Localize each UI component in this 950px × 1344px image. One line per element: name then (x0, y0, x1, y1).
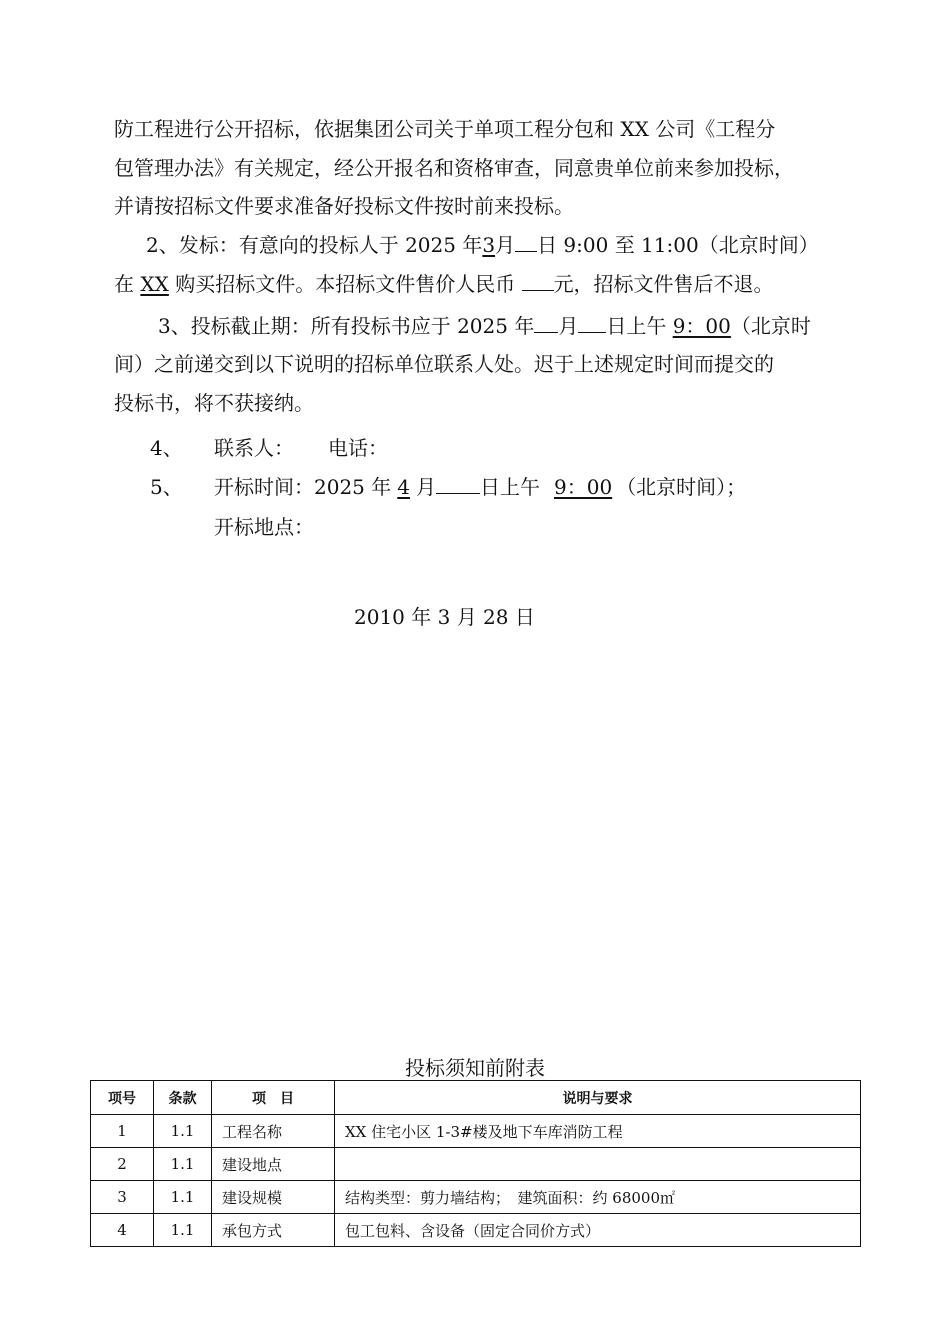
price-blank (522, 270, 554, 291)
paragraph-3-line-2: 间）之前递交到以下说明的招标单位联系人处。迟于上述规定时间而提交的 (114, 352, 774, 376)
cell-clause: 1.1 (154, 1148, 212, 1181)
deadline-morning: 日上午 (606, 314, 673, 338)
opening-month: 4 (397, 475, 410, 499)
table-title: 投标须知前附表 (405, 1056, 545, 1080)
document-date: 2010 年 3 月 28 日 (354, 605, 535, 629)
paragraph-3-line-3: 投标书，将不获接纳。 (114, 391, 314, 415)
deadline-tz: （北京时 (730, 314, 811, 338)
opening-time: 9：00 (554, 475, 613, 499)
table-header-row (91, 1081, 861, 1115)
cell-item: 承包方式 (212, 1214, 335, 1247)
purchase-text: 购买招标文件。本招标文件售价人民币 (168, 272, 522, 296)
item-4-number: 4、 (150, 436, 183, 460)
paragraph-1-line-1: 防工程进行公开招标，依据集团公司关于单项工程分包和 XX 公司《工程分 (114, 117, 776, 141)
bid-notice-table (90, 1080, 861, 1247)
cell-description: XX 住宅小区 1-3#楼及地下车库消防工程 (335, 1115, 861, 1148)
paragraph-2-line-2 (114, 270, 774, 298)
phone-label: 电话： (328, 436, 388, 460)
cell-clause: 1.1 (154, 1115, 212, 1148)
opening-month-unit: 月 (416, 475, 436, 499)
opening-tz: （北京时间）； (616, 475, 747, 499)
price-text: 元，招标文件售后不退。 (553, 272, 774, 296)
deadline-month-unit: 月 (558, 314, 579, 338)
paragraph-3-line-1 (158, 312, 811, 340)
opening-time-line (214, 473, 746, 501)
issue-month-unit: 月 (495, 233, 516, 257)
cell-item: 建设地点 (212, 1148, 335, 1181)
deadline-day-blank (578, 312, 606, 333)
purchase-prefix: 在 (114, 272, 141, 296)
table-row (91, 1148, 861, 1181)
cell-description: 包工包料、含设备（固定合同价方式） (335, 1214, 861, 1247)
header-clause: 条款 (154, 1081, 212, 1115)
opening-morning: 日上午 (480, 475, 540, 499)
paragraph-1-line-2: 包管理办法》有关规定，经公开报名和资格审查，同意贵单位前来参加投标， (114, 156, 794, 180)
table-row (91, 1214, 861, 1247)
cell-item-no: 3 (91, 1181, 154, 1214)
purchase-place: XX (140, 272, 169, 296)
cell-item-no: 2 (91, 1148, 154, 1181)
item-5-number: 5、 (150, 475, 183, 499)
deadline-text: 3、投标截止期：所有投标书应于 2025 年 (158, 314, 535, 338)
cell-clause: 1.1 (154, 1214, 212, 1247)
issue-month: 3 (482, 233, 496, 257)
deadline-month-blank (534, 312, 558, 333)
header-item: 项 目 (212, 1081, 335, 1115)
cell-clause: 1.1 (154, 1181, 212, 1214)
cell-item-no: 1 (91, 1115, 154, 1148)
opening-time-label: 开标时间：2025 年 (214, 475, 392, 499)
cell-description: 结构类型：剪力墙结构； 建筑面积：约 68000㎡ (335, 1181, 861, 1214)
paragraph-2-line-1 (146, 231, 819, 259)
cell-description (335, 1148, 861, 1181)
paragraph-1-line-3: 并请按招标文件要求准备好投标文件按时前来投标。 (114, 194, 574, 218)
cell-item: 建设规模 (212, 1181, 335, 1214)
opening-day-blank (436, 473, 480, 494)
contact-label: 联系人： (214, 436, 294, 460)
opening-place-label: 开标地点： (214, 515, 314, 539)
table-row (91, 1115, 861, 1148)
cell-item-no: 4 (91, 1214, 154, 1247)
header-description: 说明与要求 (335, 1081, 861, 1115)
table-row (91, 1181, 861, 1214)
issue-time-text: 日 9:00 至 11:00（北京时间） (537, 233, 819, 257)
issue-text: 2、发标：有意向的投标人于 2025 年 (146, 233, 483, 257)
deadline-time: 9：00 (672, 314, 731, 338)
header-item-no: 项号 (91, 1081, 154, 1115)
cell-item: 工程名称 (212, 1115, 335, 1148)
issue-day-blank (515, 231, 537, 252)
